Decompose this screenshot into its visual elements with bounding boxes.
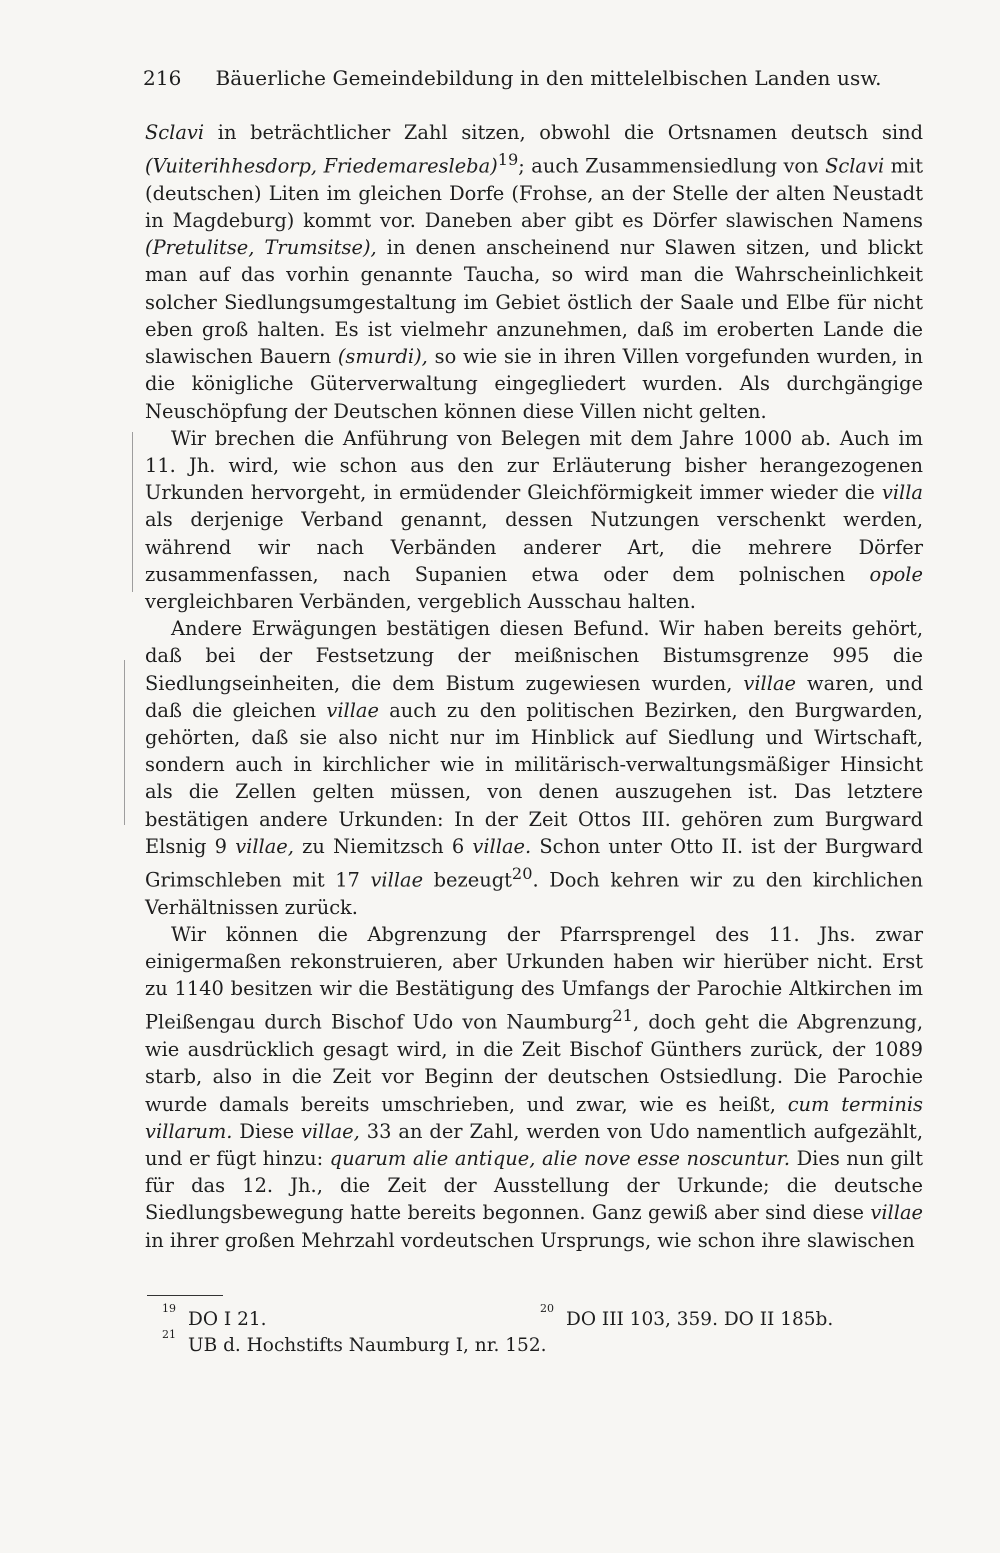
- footnote-ref-21: 21: [612, 1006, 633, 1026]
- text-run: Schon unter Otto II. ist der Burgward Grimschleben mit 17: [145, 834, 923, 892]
- text-run: . Doch kehren wir zu den kirchlichen Verhältnissen zurück.: [145, 868, 923, 919]
- italic-term: quarum alie antique, alie nove esse noscuntur.: [329, 1146, 791, 1170]
- italic-term: cum terminis villarum.: [145, 1092, 923, 1143]
- text-run: ; auch Zusammensiedlung von: [518, 154, 826, 178]
- text-run: Wir brechen die Anführung von Belegen mit dem Jahre 1000 ab. Auch im 11. Jh. wird, wie schon aus den zur Erläuterung bisher herangezogenen Urkunden hervorgeht, in ermüdender Gleichförmigkeit immer wieder die: [145, 426, 923, 505]
- text-run: Andere Erwägungen bestätigen diesen Befund. Wir haben bereits gehört, daß bei der Festsetzung der meißnischen Bistumsgrenze 995 die Siedlungseinheiten, die dem Bistum zugewiesen wurden,: [145, 617, 923, 695]
- text-run: Dies nun gilt für das 12. Jh., die Zeit der Ausstellung der Urkunde; die deutsche Siedlungsbewegung hatte bereits begonnen. Ganz gewiß aber sind diese: [145, 1146, 924, 1225]
- footnote-text: UB d. Hochstifts Naumburg I, nr. 152.: [188, 1335, 547, 1357]
- paragraph-4: [145, 921, 923, 1254]
- italic-term: villae.: [472, 834, 532, 858]
- italic-term: Sclavi: [825, 154, 885, 178]
- margin-mark: [132, 432, 133, 592]
- italic-term: villae,: [301, 1119, 360, 1143]
- footnote-20: [540, 1302, 833, 1333]
- footnote-21: [162, 1328, 546, 1359]
- text-run: bezeugt: [423, 868, 512, 892]
- margin-mark: [124, 660, 125, 825]
- footnote-ref-19: 19: [497, 150, 519, 170]
- text-run: so wie sie in ihren Villen vorgefunden wurden, in die königliche Güterverwaltung eingegliedert wurden. Als durchgängige Neuschöpfung der Deutschen können diese Villen nicht gelten.: [145, 345, 924, 423]
- paragraph-2: [145, 425, 923, 615]
- italic-term: villae,: [235, 834, 294, 858]
- italic-term: villae: [370, 868, 424, 892]
- text-run: in ihrer großen Mehrzahl vordeutschen Ursprungs, wie schon ihre slawischen: [145, 1228, 915, 1252]
- text-run: auch zu den politischen Bezirken, den Burgwarden, gehörten, daß sie also nicht nur im Hinblick auf Siedlung und Wirtschaft, sondern auch in kirchlicher wie in militärisch-verwaltungsmäßiger Hinsicht als die Zellen gelten müssen, von denen auszugehen ist. Das letztere bestätigen andere Urkunden: In der Zeit Ottos III. gehören zum Burgward Elsnig 9: [145, 698, 923, 858]
- paragraph-3: [145, 615, 923, 921]
- italic-term: opole: [869, 562, 923, 586]
- italic-term: villa: [881, 481, 923, 505]
- italic-term: villae: [326, 698, 379, 722]
- italic-term: (Pretulitse, Trumsitse),: [145, 236, 377, 260]
- footnote-separator: [147, 1295, 223, 1296]
- page-number: 216: [143, 66, 182, 90]
- text-run: Diese: [232, 1119, 302, 1143]
- footnote-number: 20: [540, 1302, 554, 1315]
- italic-term: (smurdi),: [337, 345, 428, 369]
- footnote-text: DO I 21.: [188, 1309, 267, 1331]
- footnote-ref-20: 20: [511, 863, 533, 883]
- main-text: [145, 119, 923, 1254]
- text-run: vergleichbaren Verbänden, vergeblich Ausschau halten.: [145, 589, 696, 613]
- text-run: Wir können die Abgrenzung der Pfarrsprengel des 11. Jhs. zwar einigermaßen rekonstruieren, aber Urkunden haben wir hierüber nicht. Erst zu 1140 besitzen wir die Bestätigung des Umfangs der Parochie Altkirchen im Pleißengau durch Bischof Udo von Naumburg: [145, 922, 923, 1034]
- text-run: in denen anscheinend nur Slawen sitzen, und blickt man auf das vorhin genannte Taucha, so wird man die Wahrscheinlichkeit solcher Siedlungsumgestaltung im Gebiet östlich der Saale und Elbe für nicht eben groß halten. Es ist vielmehr anzunehmen, daß im eroberten Lande die slawischen Bauern: [145, 236, 923, 369]
- footnote-number: 19: [162, 1302, 176, 1315]
- italic-term: villae: [743, 671, 797, 695]
- text-run: in beträchtlicher Zahl sitzen, obwohl die Ortsnamen deutsch sind: [204, 121, 923, 144]
- footnote-text: DO III 103, 359. DO II 185b.: [566, 1309, 834, 1331]
- italic-term: Sclavi: [145, 121, 205, 144]
- text-run: als derjenige Verband genannt, dessen Nutzungen verschenkt werden, während wir nach Verbänden anderer Art, die mehrere Dörfer zusammenfassen, nach Supanien etwa oder dem polnischen: [145, 508, 923, 586]
- italic-term: (Vuiterihhesdorp, Friedemaresleba): [145, 154, 498, 178]
- running-header: [143, 66, 882, 90]
- text-run: zu Niemitzsch 6: [293, 834, 473, 858]
- text-run: , doch geht die Abgrenzung, wie ausdrücklich gesagt wird, in die Zeit Bischof Günthers zurück, der 1089 starb, also in die Zeit vor Beginn der deutschen Ostsiedlung. Die Parochie wurde damals bereits umschrieben, und zwar, wie es heißt,: [145, 1010, 924, 1116]
- text-run: 33 an der Zahl, werden von Udo namentlich aufgezählt, und er fügt hinzu:: [145, 1119, 923, 1170]
- text-run: waren, und daß die gleichen: [145, 671, 923, 722]
- text-run: mit (deutschen) Liten im gleichen Dorfe (Frohse, an der Stelle der alten Neustadt in Magdeburg) kommt vor. Daneben aber gibt es Dörfer slawischen Namens: [145, 154, 923, 233]
- italic-term: villae: [870, 1201, 923, 1225]
- running-title: Bäuerliche Gemeindebildung in den mittelelbischen Landen usw.: [215, 66, 882, 90]
- paragraph-1: [145, 119, 923, 425]
- footnote-number: 21: [162, 1328, 176, 1341]
